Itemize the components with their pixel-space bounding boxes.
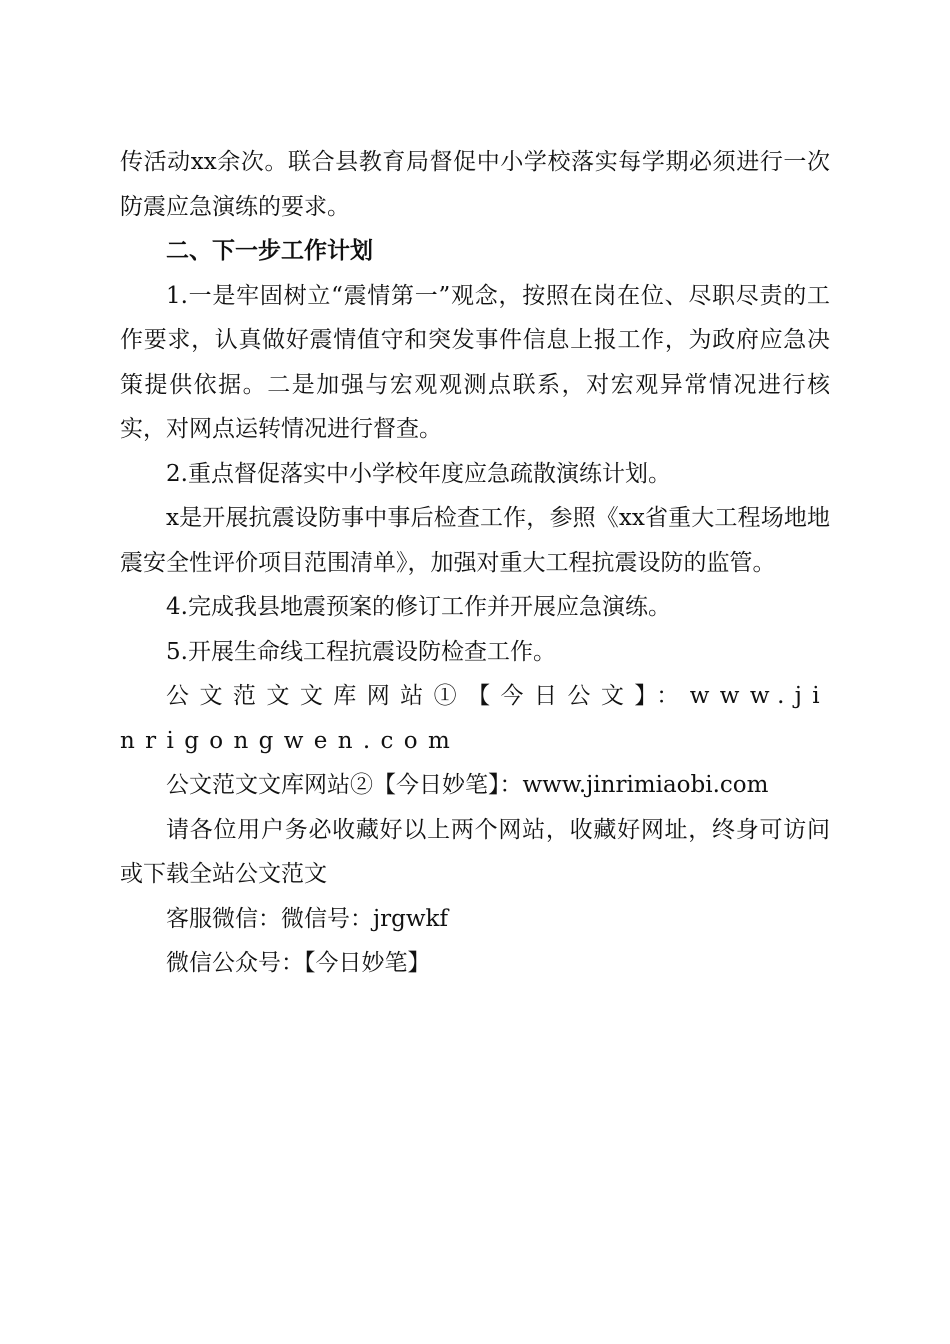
wechat-official-account: 微信公众号：【今日妙笔】 xyxy=(166,950,431,976)
website-line-2: 公文范文文库网站②【今日妙笔】：www.jinrimiaobi.com xyxy=(166,772,769,798)
paragraph-item-4: 4.完成我县地震预案的修订工作并开展应急演练。 xyxy=(166,594,671,620)
paragraph-item-5: 5.开展生命线工程抗震设防检查工作。 xyxy=(166,638,556,665)
paragraph-continuation: 传活动xx余次。联合县教育局督促中小学校落实每学期必须进行一次防震应急演练的要求。 xyxy=(120,149,830,220)
document-body xyxy=(120,140,830,986)
paragraph-item-1: 1.一是牢固树立“震情第一”观念，按照在岗在位、尽职尽责的工作要求，认真做好震情值守和突发事件信息上报工作，为政府应急决策提供依据。二是加强与宏观观测点联系，对宏观异常情况进行核实，对网点运转情况进行督查。 xyxy=(120,282,830,442)
bookmark-notice: 请各位用户务必收藏好以上两个网站，收藏好网址，终身可访问或下载全站公文范文 xyxy=(120,816,830,887)
paragraph-item-3: x是开展抗震设防事中事后检查工作，参照《xx省重大工程场地地震安全性评价项目范围清单》，加强对重大工程抗震设防的监管。 xyxy=(120,505,830,576)
customer-service-wechat: 客服微信：微信号：jrgwkf xyxy=(166,905,448,932)
section-heading: 二、下一步工作计划 xyxy=(166,238,373,264)
paragraph-item-2: 2.重点督促落实中小学校年度应急疏散演练计划。 xyxy=(166,460,671,487)
website-line-1: 公文范文文库网站①【今日公文】：www.jinrigongwen.com xyxy=(120,683,830,754)
